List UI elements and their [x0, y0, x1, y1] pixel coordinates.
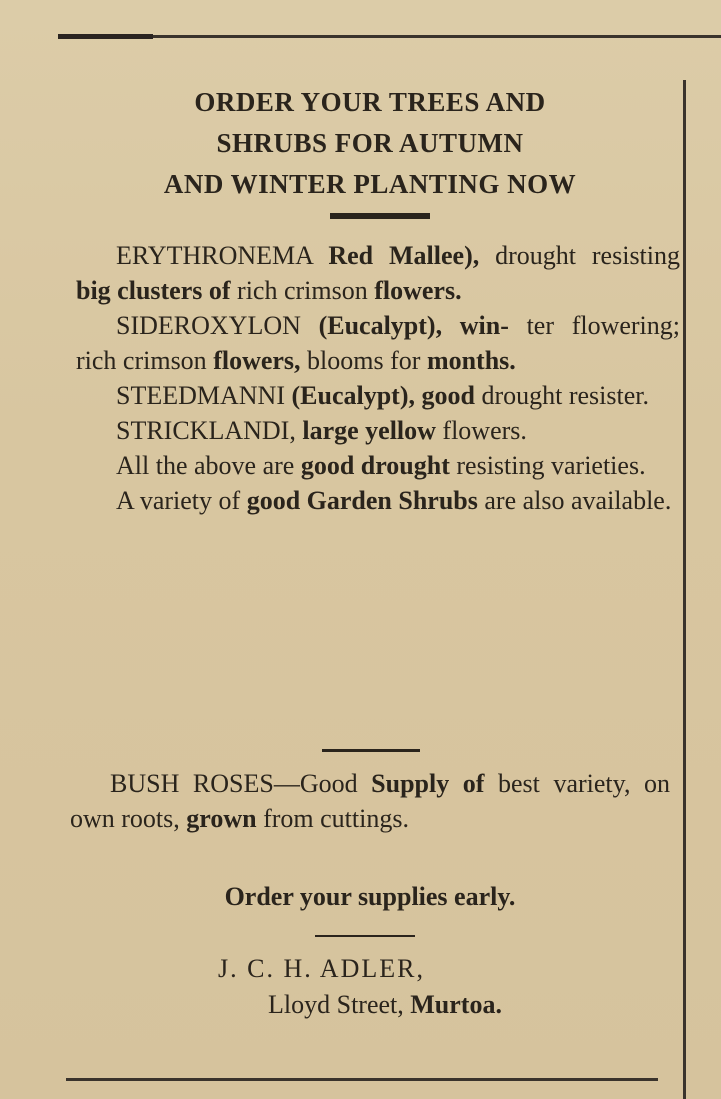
- item-detail: Red Mallee),: [328, 241, 480, 270]
- top-rule-thin: [153, 35, 721, 38]
- item-name: STRICKLANDI,: [116, 416, 296, 445]
- item-text: ter flowering; rich crimson: [76, 311, 680, 375]
- headline-divider: [330, 213, 430, 219]
- headline-line-3: AND WINTER PLANTING NOW: [163, 169, 577, 199]
- headline-line-2: SHRUBS FOR AUTUMN: [216, 128, 524, 158]
- item-name: SIDEROXYLON: [116, 311, 301, 340]
- call-to-action: Order your supplies early.: [224, 882, 516, 911]
- item-stricklandi: [76, 413, 680, 448]
- item-text: drought resister.: [481, 381, 649, 410]
- note-drought: [76, 448, 680, 483]
- item-text: blooms for: [307, 346, 421, 375]
- note-text: resisting varieties.: [456, 451, 646, 480]
- item-name: ERYTHRONEMA: [116, 241, 313, 270]
- item-text: flowers,: [213, 346, 301, 375]
- item-text: rich crimson: [237, 276, 368, 305]
- roses-text: from cuttings.: [263, 804, 409, 833]
- item-name: STEEDMANNI: [116, 381, 285, 410]
- roses-text: Supply of: [371, 769, 485, 798]
- address-street: Lloyd Street,: [268, 990, 404, 1019]
- note-shrubs: [76, 483, 680, 518]
- address-town: Murtoa.: [410, 990, 502, 1019]
- advert-body: [76, 238, 680, 518]
- top-rule: [58, 32, 721, 40]
- item-detail: (Eucalypt), good: [291, 381, 475, 410]
- roses-section: [70, 766, 670, 836]
- column-rule: [683, 80, 686, 1099]
- item-text: flowers.: [442, 416, 527, 445]
- item-sideroxylon: [76, 308, 680, 378]
- item-text: flowers.: [374, 276, 462, 305]
- item-detail: (Eucalypt), win-: [318, 311, 509, 340]
- top-rule-thick: [58, 34, 153, 39]
- roses-text: BUSH ROSES—Good: [110, 769, 358, 798]
- bottom-rule: [66, 1078, 658, 1081]
- note-text: A variety of: [116, 486, 241, 515]
- item-text: big clusters of: [76, 276, 231, 305]
- roses-text: best variety, on own roots,: [70, 769, 670, 833]
- item-erythronema: [76, 238, 680, 308]
- roses-paragraph: [70, 766, 670, 836]
- item-detail: large yellow: [302, 416, 436, 445]
- item-text: drought resisting: [495, 241, 681, 270]
- roses-text: grown: [186, 804, 257, 833]
- advert-headline: [70, 82, 670, 205]
- note-text: good drought: [300, 451, 450, 480]
- note-text: All the above are: [116, 451, 295, 480]
- advertiser-address: [268, 990, 502, 1020]
- advertiser-name: J. C. H. ADLER,: [218, 954, 425, 983]
- item-text: months.: [426, 346, 516, 375]
- signature-divider: [315, 935, 415, 937]
- headline-line-1: ORDER YOUR TREES AND: [194, 87, 546, 117]
- section-divider: [322, 749, 420, 752]
- item-steedmanni: [76, 378, 680, 413]
- note-text: good Garden Shrubs: [246, 486, 478, 515]
- note-text: are also available.: [484, 486, 672, 515]
